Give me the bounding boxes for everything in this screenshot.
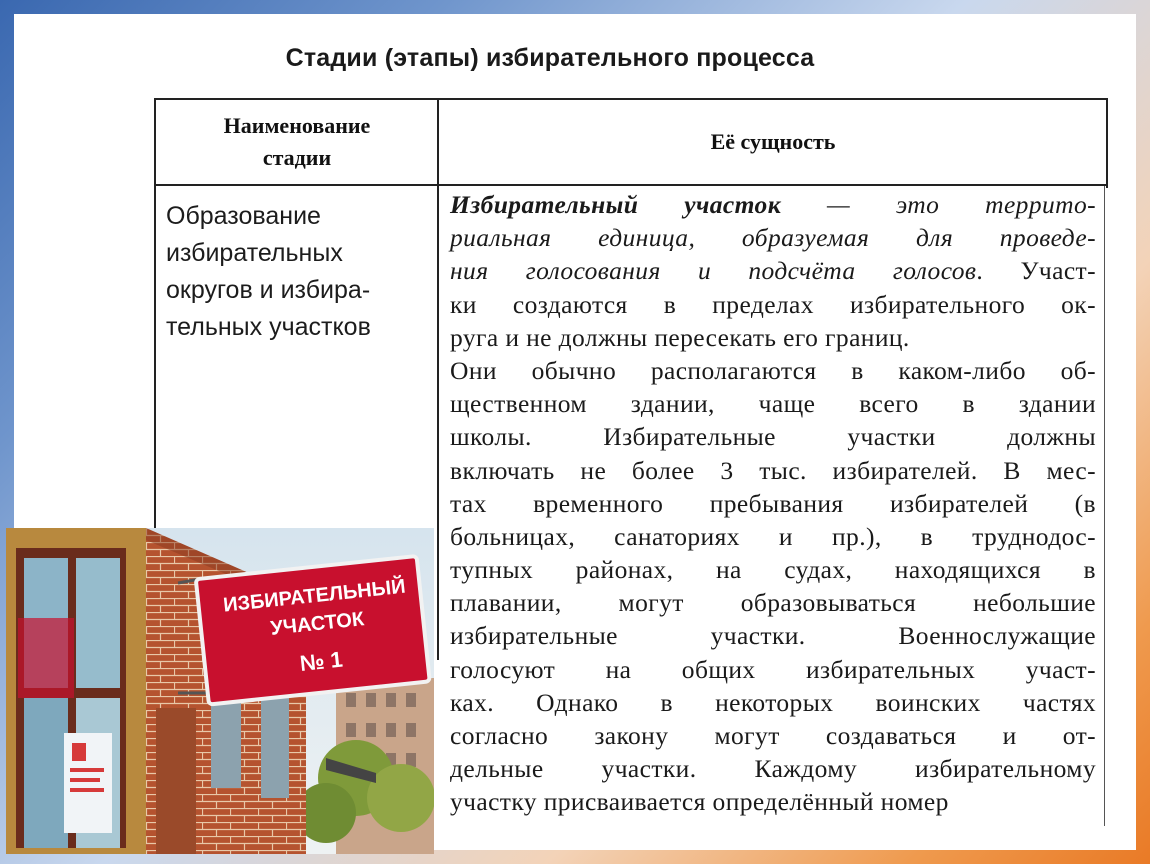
header-stage-name-line1: Наименование — [223, 113, 371, 138]
table-header-border — [154, 184, 1108, 186]
header-essence: Её сущность — [710, 129, 836, 154]
stage-line: Образование — [166, 202, 321, 230]
essence-text: ния голосования и подсчёта голосов — [450, 256, 977, 286]
essence-line: согласно закону могут создаваться и от- — [450, 721, 1096, 750]
essence-line: Они обычно располагаются в каком-либо об- — [450, 355, 1096, 385]
sign-line-2: УЧАСТОК — [269, 608, 366, 640]
essence-line: тах временного пребывания избирателей (в — [450, 488, 1096, 518]
essence-line: ки создаются в пределах избирательного ок- — [450, 289, 1096, 319]
essence-line: тупных районах, на судах, находящихся в — [450, 555, 1096, 585]
table-right-border-lower — [1104, 186, 1105, 826]
stage-line: избирательных — [166, 239, 343, 267]
essence-line: школы. Избирательные участки должны — [450, 422, 1096, 452]
table-right-border — [1106, 98, 1108, 188]
essence-line: щественном здании, чаще всего в здании — [450, 389, 1096, 419]
essence-cell — [450, 188, 1096, 819]
term-polling-station: Избирательный участок — [450, 190, 782, 219]
essence-line: риальная единица, образуемая для проведе- — [450, 223, 1096, 253]
sign-text — [201, 555, 433, 688]
essence-line: руга и не должны пересекать его границ. — [450, 322, 910, 352]
table-left-border — [154, 98, 156, 528]
table-column-divider — [437, 98, 439, 660]
sign-line-1: ИЗБИРАТЕЛЬНЫЙ — [222, 575, 407, 617]
header-stage-name-line2: стадии — [262, 145, 332, 170]
essence-text: — это террито- — [781, 190, 1096, 219]
essence-line: плавании, могут образовываться небольшие — [450, 588, 1096, 618]
essence-line: голосуют на общих избирательных участ- — [450, 654, 1096, 684]
essence-text: . Участ- — [976, 256, 1096, 286]
table-top-border — [154, 98, 1108, 100]
stage-line: округов и избира- — [166, 276, 371, 304]
essence-line: больницах, санаториях и пр.), в труднодос- — [450, 521, 1096, 551]
essence-line: дельные участки. Каждому избирательному — [450, 754, 1096, 784]
header-stage-name — [158, 110, 436, 174]
essence-line: участку присваивается определённый номер — [450, 787, 949, 817]
essence-line: включать не более 3 тыс. избирателей. В мес- — [450, 455, 1096, 485]
sign-line-3: № 1 — [298, 646, 344, 676]
stage-name-cell — [166, 198, 434, 346]
essence-line — [450, 188, 1096, 221]
stage-line: тельных участков — [166, 313, 371, 341]
essence-line: ках. Однако в некоторых воинских частях — [450, 687, 1096, 717]
polling-station-photo — [6, 528, 434, 854]
essence-line: избирательные участки. Военнослужащие — [450, 621, 1096, 651]
essence-line — [450, 254, 1096, 287]
page-title: Стадии (этапы) избирательного процесса — [285, 44, 815, 72]
